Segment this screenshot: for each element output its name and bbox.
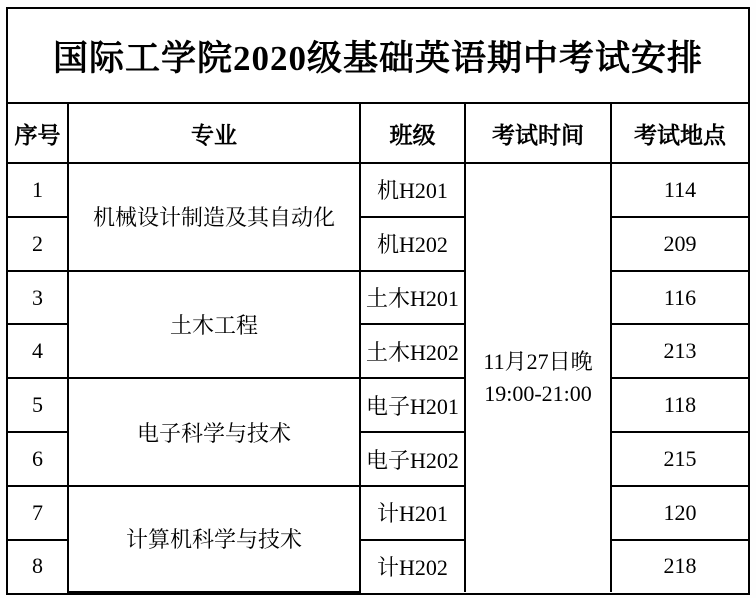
header-time: 考试时间 [465,104,611,163]
table-row [8,378,748,432]
seq-cell: 5 [8,378,68,432]
page-title: 国际工学院2020级基础英语期中考试安排 [8,9,748,104]
class-cell: 机H201 [360,163,465,217]
seq-cell: 7 [8,486,68,540]
exam-schedule-document [6,7,750,595]
header-class: 班级 [360,104,465,163]
class-cell: 土木H202 [360,324,465,378]
major-cell: 土木工程 [68,271,360,379]
exam-time-cell [465,163,611,592]
schedule-table [8,104,748,593]
class-cell: 土木H201 [360,271,465,325]
room-cell: 218 [611,540,748,592]
seq-cell: 1 [8,163,68,217]
class-cell: 电子H202 [360,432,465,486]
seq-cell: 8 [8,540,68,592]
class-cell: 计H201 [360,486,465,540]
seq-cell: 3 [8,271,68,325]
room-cell: 213 [611,324,748,378]
header-major: 专业 [68,104,360,163]
class-cell: 电子H201 [360,378,465,432]
header-seq: 序号 [8,104,68,163]
exam-hours: 19:00-21:00 [484,381,592,406]
table-row [8,163,748,217]
header-row [8,104,748,163]
class-cell: 计H202 [360,540,465,592]
seq-cell: 2 [8,217,68,271]
room-cell: 114 [611,163,748,217]
major-cell: 电子科学与技术 [68,378,360,486]
room-cell: 215 [611,432,748,486]
room-cell: 209 [611,217,748,271]
room-cell: 116 [611,271,748,325]
room-cell: 120 [611,486,748,540]
exam-date: 11月27日晚 [483,349,593,374]
table-row [8,271,748,325]
room-cell: 118 [611,378,748,432]
seq-cell: 4 [8,324,68,378]
major-cell: 机械设计制造及其自动化 [68,163,360,271]
major-cell: 计算机科学与技术 [68,486,360,592]
header-room: 考试地点 [611,104,748,163]
seq-cell: 6 [8,432,68,486]
table-row [8,486,748,540]
class-cell: 机H202 [360,217,465,271]
